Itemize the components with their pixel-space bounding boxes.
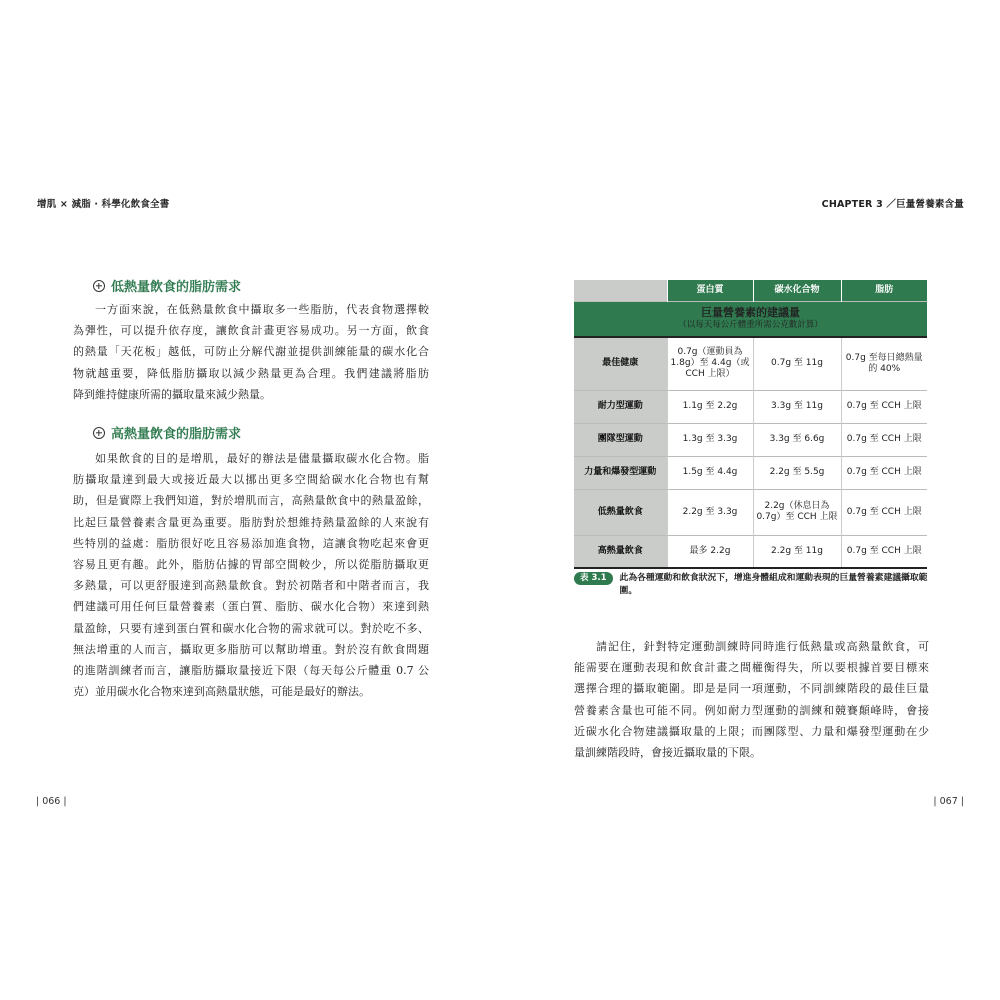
chapter-header: CHAPTER 3 ／巨量營養素含量 xyxy=(821,199,964,210)
paragraph-low-calorie-fat xyxy=(73,299,429,405)
row-header: 力量和爆發型運動 xyxy=(574,456,667,489)
table-row xyxy=(574,390,927,423)
text-line: 些特別的益處：脂肪很好吃且容易添加進食物，這讓食物吃起來會更 xyxy=(73,536,429,550)
table-row xyxy=(574,489,927,535)
text-line: 無法增重的人而言，攝取更多脂肪可以幫助增重。對於沒有飲食問題 xyxy=(73,642,429,656)
row-header: 高熱量飲食 xyxy=(574,535,667,568)
paragraph-high-calorie-fat xyxy=(73,448,429,702)
table-cell: 1.1g 至 2.2g xyxy=(667,390,753,423)
table-cell: 0.7g 至 CCH 上限 xyxy=(841,390,927,423)
table-title: 巨量營養素的建議量 xyxy=(701,306,800,319)
section-heading-high-calorie xyxy=(93,423,241,442)
table-row xyxy=(574,337,927,390)
text-line: 多熱量，可以更舒服達到高熱量飲食。對於初階者和中階者而言，我 xyxy=(73,579,429,593)
macronutrient-table xyxy=(574,279,927,569)
circled-plus-icon xyxy=(93,280,105,292)
text-line: 為彈性，可以提升依存度，讓飲食計畫更容易成功。另一方面，飲食 xyxy=(73,324,429,338)
text-line: 助，但是實際上我們知道，對於增肌而言，高熱量飲食中的熱量盈餘， xyxy=(73,494,429,508)
table-corner xyxy=(574,280,667,302)
table-cell: 1.3g 至 3.3g xyxy=(667,423,753,456)
text-line: 請記住，針對特定運動訓練時同時進行低熱量或高熱量飲食，可 xyxy=(596,640,929,653)
table-cell: 2.2g 至 11g xyxy=(753,535,841,568)
section-heading-text: 高熱量飲食的脂肪需求 xyxy=(111,427,242,442)
text-line: 降到維持健康所需的攝取量來減少熱量。 xyxy=(73,387,271,401)
table-cell: 0.7g（運動員為 1.8g）至 4.4g（或 CCH 上限） xyxy=(667,337,753,390)
text-line: 比起巨量營養素含量更為重要。脂肪對於想維持熱量盈餘的人來說有 xyxy=(73,515,429,529)
text-line: 營養素含量也可能不同。例如耐力型運動的訓練和競賽顛峰時，會接 xyxy=(574,703,929,717)
text-line: 能需要在運動表現和飲食計畫之間權衡得失，所以要根據首要目標來 xyxy=(574,661,929,675)
row-header: 團隊型運動 xyxy=(574,423,667,456)
text-line: 們建議可用任何巨量營養素（蛋白質、脂肪、碳水化合物）來達到熱 xyxy=(73,600,429,614)
table-cell: 2.2g（休息日為 0.7g）至 CCH 上限 xyxy=(753,489,841,535)
table-cell: 3.3g 至 6.6g xyxy=(753,423,841,456)
table-caption xyxy=(574,572,929,598)
table-cell: 0.7g 至每日總熱量的 40% xyxy=(841,337,927,390)
row-header: 最佳健康 xyxy=(574,337,667,390)
table-row xyxy=(574,423,927,456)
table-cell: 1.5g 至 4.4g xyxy=(667,456,753,489)
row-header: 耐力型運動 xyxy=(574,390,667,423)
table-cell: 0.7g 至 CCH 上限 xyxy=(841,535,927,568)
column-header: 碳水化合物 xyxy=(753,280,841,302)
table-cell: 2.2g 至 3.3g xyxy=(667,489,753,535)
table-cell: 0.7g 至 CCH 上限 xyxy=(841,456,927,489)
text-line: 如果飲食的目的是增肌，最好的辦法是儘量攝取碳水化合物。脂 xyxy=(95,452,429,465)
page-number-left: | 066 | xyxy=(36,796,67,807)
column-header: 脂肪 xyxy=(841,280,927,302)
text-line: 物就越重要，降低脂肪攝取以減少熱量更為合理。我們建議將脂肪 xyxy=(73,366,429,380)
table-cell: 最多 2.2g xyxy=(667,535,753,568)
table-title-cell xyxy=(574,302,927,338)
section-heading-text: 低熱量飲食的脂肪需求 xyxy=(111,280,242,295)
table-row xyxy=(574,456,927,489)
table-cell: 3.3g 至 11g xyxy=(753,390,841,423)
paragraph-right-page xyxy=(574,636,929,763)
text-line: 肪攝取量達到最大或接近最大以挪出更多空間給碳水化合物也有幫 xyxy=(73,473,429,487)
text-line: 容易且更有趣。此外，脂肪佔據的胃部空間較少，所以從脂肪攝取更 xyxy=(73,558,429,572)
page-number-right: | 067 | xyxy=(933,796,964,807)
table-subtitle: （以每天每公斤體重所需公克數計算） xyxy=(678,320,823,330)
column-header: 蛋白質 xyxy=(667,280,753,302)
text-line: 的熱量「天花板」越低，可防止分解代謝並提供訓練能量的碳水化合 xyxy=(73,345,429,359)
caption-text: 此為各種運動和飲食狀況下，增進身體組成和運動表現的巨量營養素建議攝取範圍。 xyxy=(619,573,928,596)
text-line: 量盈餘，只要有達到蛋白質和碳水化合物的需求就可以。對於吃不多、 xyxy=(73,621,429,635)
table-cell: 2.2g 至 5.5g xyxy=(753,456,841,489)
table-cell: 0.7g 至 CCH 上限 xyxy=(841,489,927,535)
text-line: 量訓練階段時，會接近攝取量的下限。 xyxy=(574,746,761,760)
book-title-header: 增肌 × 減脂 ‧ 科學化飲食全書 xyxy=(37,199,170,210)
table-cell: 0.7g 至 11g xyxy=(753,337,841,390)
text-line: 近碳水化合物建議攝取量的上限；而團隊型、力量和爆發型運動在少 xyxy=(574,724,929,738)
table-cell: 0.7g 至 CCH 上限 xyxy=(841,423,927,456)
row-header: 低熱量飲食 xyxy=(574,489,667,535)
table-row xyxy=(574,535,927,568)
section-heading-low-calorie xyxy=(93,276,241,295)
text-line: 選擇合理的攝取範圍。即是是同一項運動，不同訓練階段的最佳巨量 xyxy=(574,682,929,696)
text-line: 一方面來說，在低熱量飲食中攝取多一些脂肪，代表食物選擇較 xyxy=(95,303,429,316)
text-line: 克）並用碳水化合物來達到高熱量狀態，可能是最好的辦法。 xyxy=(73,685,370,699)
text-line: 的進階訓練者而言，讓脂肪攝取量接近下限（每天每公斤體重 0.7 公 xyxy=(73,664,429,678)
circled-plus-icon xyxy=(93,427,105,439)
table-number-badge: 表 3.1 xyxy=(574,572,613,585)
